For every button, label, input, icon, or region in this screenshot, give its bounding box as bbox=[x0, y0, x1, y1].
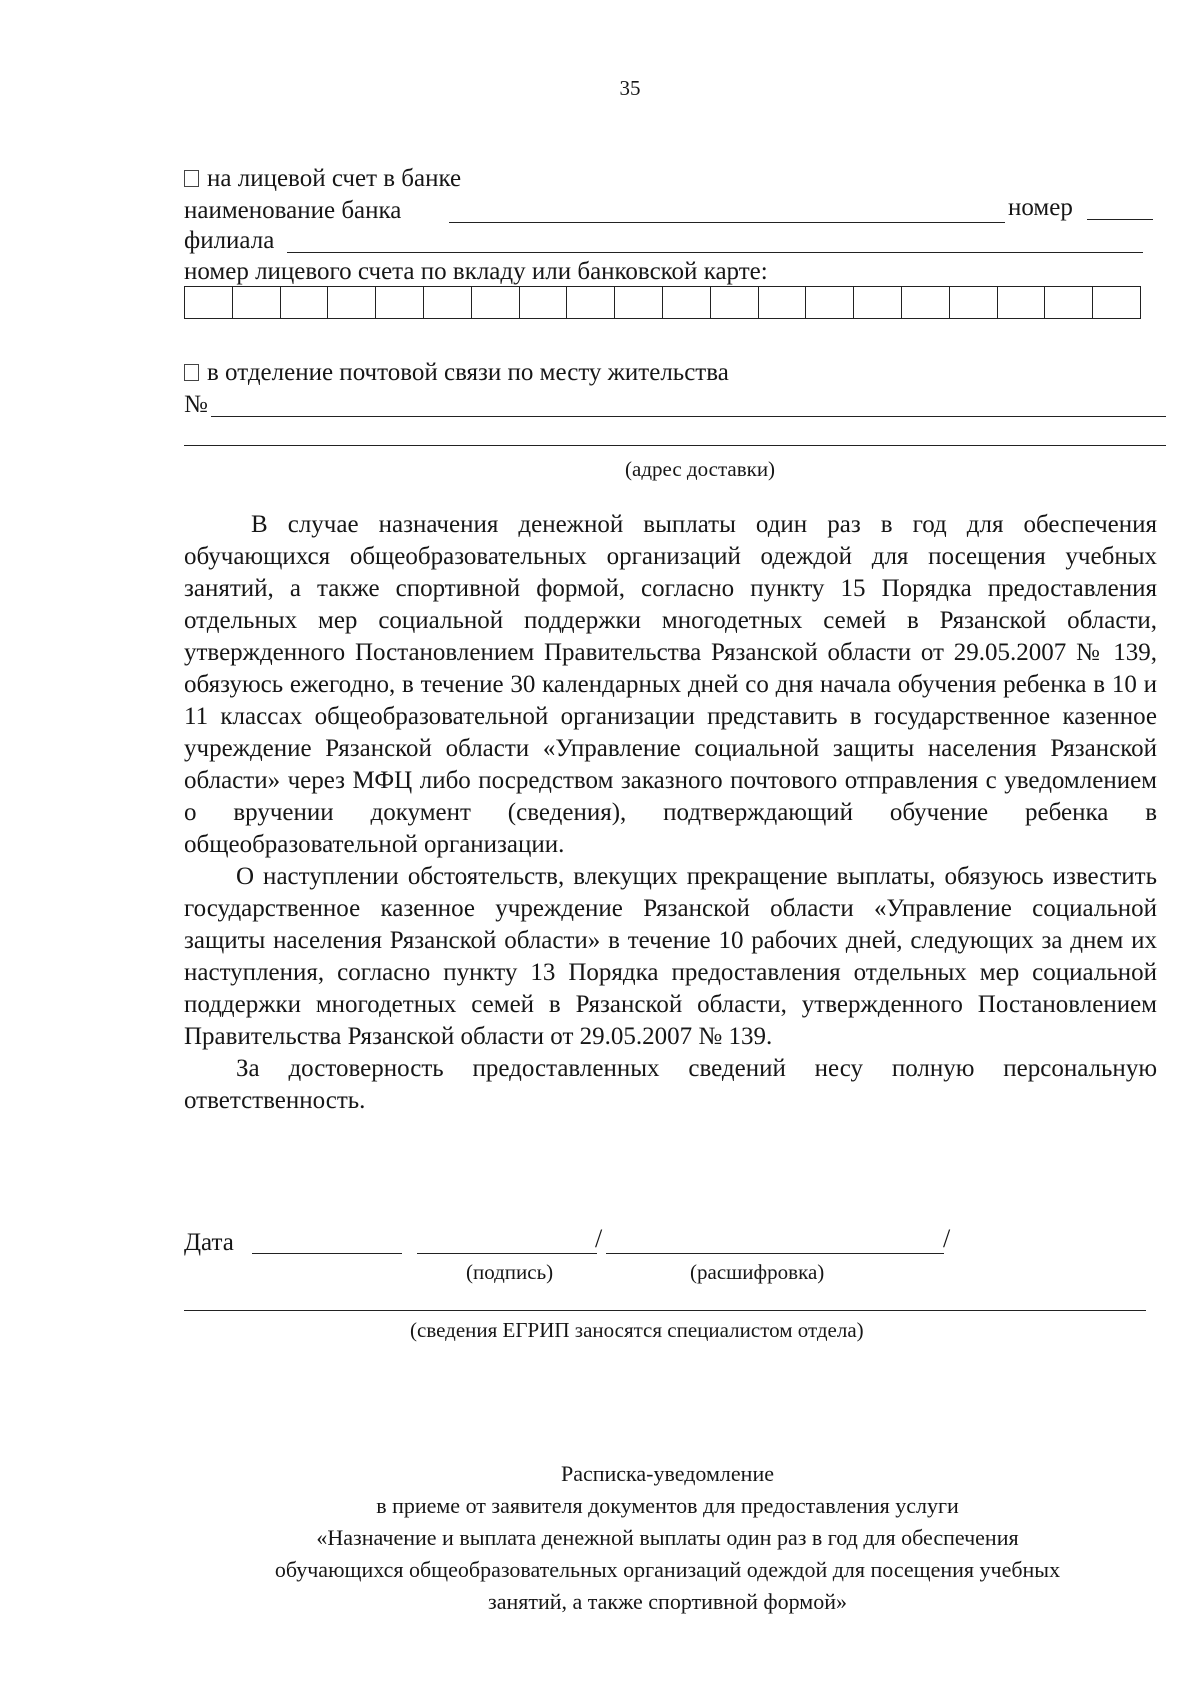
account-digit-cell[interactable] bbox=[854, 287, 902, 318]
account-digit-cell[interactable] bbox=[233, 287, 281, 318]
signature-caption: (подпись) bbox=[466, 1260, 554, 1284]
account-digit-cell[interactable] bbox=[472, 287, 520, 318]
paragraph-responsibility: За достоверность предоставленных сведений несу полную персональную ответственность. bbox=[184, 1055, 1157, 1114]
post-option bbox=[184, 358, 729, 388]
branch-field[interactable] bbox=[287, 252, 1143, 253]
bank-number-label: номер bbox=[1008, 194, 1073, 221]
account-digit-cell[interactable] bbox=[759, 287, 807, 318]
account-digit-cell[interactable] bbox=[1093, 287, 1140, 318]
account-digit-cell[interactable] bbox=[281, 287, 329, 318]
delivery-address-field[interactable] bbox=[184, 445, 1166, 446]
account-digit-cell[interactable] bbox=[806, 287, 854, 318]
branch-label: филиала bbox=[184, 227, 275, 254]
account-digit-cell[interactable] bbox=[1045, 287, 1093, 318]
post-option-checkbox[interactable] bbox=[184, 364, 199, 381]
account-digit-cell[interactable] bbox=[615, 287, 663, 318]
receipt-service-line-1: «Назначение и выплата денежной выплаты один раз в год для обеспечения bbox=[316, 1525, 1019, 1550]
account-digit-cell[interactable] bbox=[663, 287, 711, 318]
account-digit-cell[interactable] bbox=[711, 287, 759, 318]
paragraph-termination-notice: О наступлении обстоятельств, влекущих прекращение выплаты, обязуюсь известить государственное казенное учреждение Рязанской области «Управление социальной защиты населения Рязанской области» в течение 10 рабочих дней, следующих за днем их наступления, согласно пункту 13 Порядка предоставления отдельных мер социальной поддержки многодетных семей в Рязанской области, утвержденного Постановлением Правительства Рязанской области от 29.05.2007 № 139. bbox=[184, 863, 1157, 1050]
account-digit-cell[interactable] bbox=[328, 287, 376, 318]
account-number-grid[interactable] bbox=[184, 286, 1141, 319]
bank-number-field[interactable] bbox=[1087, 219, 1153, 220]
date-label: Дата bbox=[184, 1229, 234, 1256]
post-option-label: в отделение почтовой связи по месту жительства bbox=[207, 359, 729, 386]
account-digit-cell[interactable] bbox=[424, 287, 472, 318]
signature-decoding-field[interactable] bbox=[606, 1253, 944, 1254]
decoding-caption: (расшифровка) bbox=[690, 1260, 825, 1284]
receipt-subtitle: в приеме от заявителя документов для предоставления услуги bbox=[376, 1493, 959, 1518]
receipt-service-line-3: занятий, а также спортивной формой» bbox=[488, 1589, 847, 1614]
page-number: 35 bbox=[619, 76, 641, 100]
signature-separator: / bbox=[595, 1224, 603, 1253]
account-digit-cell[interactable] bbox=[520, 287, 568, 318]
post-number-label: № bbox=[184, 391, 208, 418]
receipt-notice bbox=[180, 1458, 1155, 1618]
account-digit-cell[interactable] bbox=[902, 287, 950, 318]
account-label: номер лицевого счета по вкладу или банковской карте: bbox=[184, 258, 768, 285]
receipt-service-line-2: обучающихся общеобразовательных организаций одеждой для посещения учебных bbox=[274, 1557, 1061, 1582]
bank-option-label: на лицевой счет в банке bbox=[207, 165, 462, 192]
date-field[interactable] bbox=[252, 1253, 402, 1254]
egrip-field[interactable] bbox=[184, 1310, 1146, 1311]
bank-option bbox=[184, 164, 461, 194]
signature-field[interactable] bbox=[417, 1253, 597, 1254]
signature-end-separator: / bbox=[943, 1224, 951, 1253]
bank-name-field[interactable] bbox=[449, 222, 1005, 223]
account-digit-cell[interactable] bbox=[998, 287, 1046, 318]
delivery-address-caption: (адрес доставки) bbox=[625, 457, 776, 481]
account-digit-cell[interactable] bbox=[376, 287, 424, 318]
receipt-title: Расписка-уведомление bbox=[560, 1461, 774, 1486]
paragraph-payment-obligation: В случае назначения денежной выплаты один раз в год для обеспечения обучающихся общеобразовательных организаций одеждой для посещения учебных занятий, а также спортивной формой, согласно пункту 15 Порядка предоставления отдельных мер социальной поддержки многодетных семей в Рязанской области, утвержденного Постановлением Правительства Рязанской области от 29.05.2007 № 139, обязуюсь ежегодно, в течение 30 календарных дней со дня начала обучения ребенка в 10 и 11 классах общеобразовательной организации представить в государственное казенное учреждение Рязанской области «Управление социальной защиты населения Рязанской области» через МФЦ либо посредством заказного почтового отправления с уведомлением о вручении документ (сведения), подтверждающий обучение ребенка в общеобразовательной организации. bbox=[184, 511, 1157, 858]
bank-option-checkbox[interactable] bbox=[184, 170, 199, 187]
bank-name-label: наименование банка bbox=[184, 197, 402, 224]
account-digit-cell[interactable] bbox=[950, 287, 998, 318]
statement-text bbox=[184, 509, 1157, 1117]
account-digit-cell[interactable] bbox=[185, 287, 233, 318]
account-digit-cell[interactable] bbox=[567, 287, 615, 318]
post-number-field[interactable] bbox=[211, 416, 1166, 417]
egrip-caption: (сведения ЕГРИП заносятся специалистом отдела) bbox=[410, 1318, 864, 1342]
